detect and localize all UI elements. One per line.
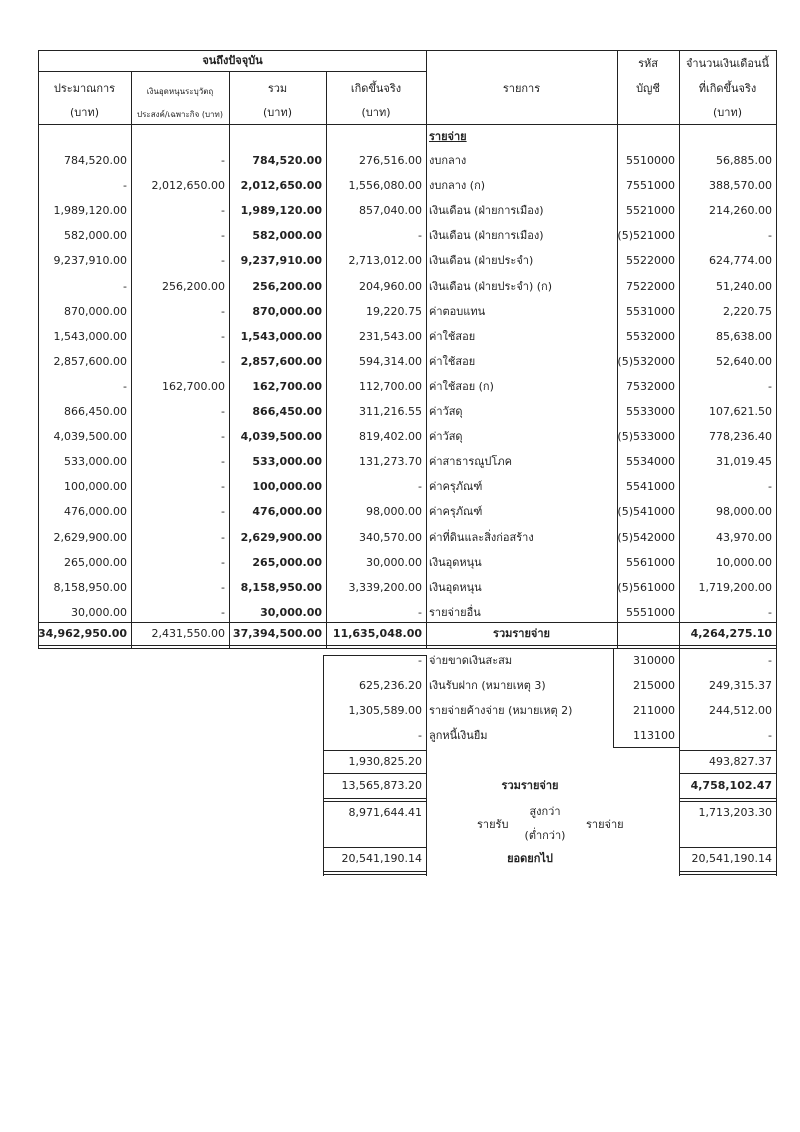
cell-actual: 112,700.00 xyxy=(359,380,422,393)
header-month-line1: จำนวนเงินเดือนนี้ xyxy=(685,57,770,70)
cell-actual: 311,216.55 xyxy=(359,405,422,418)
subtotal-bottom-border xyxy=(679,773,777,774)
cell-item: เงินรับฝาก (หมายเหตุ 3) xyxy=(429,679,546,692)
grand-total-label: รวมรายจ่าย xyxy=(501,779,559,792)
cell-item: รายจ่ายค้างจ่าย (หมายเหตุ 2) xyxy=(429,704,573,717)
carried-forward-top-border xyxy=(323,847,427,848)
cell-code: 5522000 xyxy=(626,254,675,267)
cell-item: ค่าครุภัณฑ์ xyxy=(429,505,483,518)
cell-code: 310000 xyxy=(633,654,675,667)
cell-subsidy: - xyxy=(221,581,225,594)
cell-budget: 784,520.00 xyxy=(64,154,127,167)
grand-total-bottom-border xyxy=(679,798,777,799)
cell-budget: 476,000.00 xyxy=(64,505,127,518)
cell-item: เงินเดือน (ฝ่ายประจำ) xyxy=(429,254,534,267)
cell-item: เงินอุดหนุน xyxy=(429,556,482,569)
cell-subsidy: - xyxy=(221,355,225,368)
cell-subsidy: - xyxy=(221,405,225,418)
cell-budget: 2,629,900.00 xyxy=(53,531,127,544)
difference-label-higher: สูงกว่า xyxy=(529,805,561,818)
subtotal-actual: 1,930,825.20 xyxy=(348,755,422,768)
cell-subsidy: 2,012,650.00 xyxy=(151,179,225,192)
cell-code: 5521000 xyxy=(626,204,675,217)
cell-actual: 131,273.70 xyxy=(359,455,422,468)
cell-budget: 4,039,500.00 xyxy=(53,430,127,443)
grand-total-month: 4,758,102.47 xyxy=(690,779,772,792)
total-total: 37,394,500.00 xyxy=(232,627,322,640)
cell-actual: 2,713,012.00 xyxy=(348,254,422,267)
header-item: รายการ xyxy=(502,82,541,95)
cell-budget: 9,237,910.00 xyxy=(53,254,127,267)
cell-item: ค่าตอบแทน xyxy=(429,305,486,318)
cell-actual: - xyxy=(418,729,422,742)
cell-month: - xyxy=(768,229,772,242)
cell-total: 2,629,900.00 xyxy=(240,531,322,544)
total-row-top-border xyxy=(38,622,776,623)
cell-total: 30,000.00 xyxy=(260,606,322,619)
grand-total-double-border xyxy=(679,801,777,802)
cell-subsidy: - xyxy=(221,531,225,544)
cell-month: - xyxy=(768,480,772,493)
cell-subsidy: - xyxy=(221,305,225,318)
cell-subsidy: - xyxy=(221,480,225,493)
cell-code: 215000 xyxy=(633,679,675,692)
group-header-title: จนถึงปัจจุบัน xyxy=(202,54,263,67)
cell-total: 2,857,600.00 xyxy=(240,355,322,368)
total-row-bottom-border xyxy=(38,645,776,646)
cell-total: 162,700.00 xyxy=(252,380,322,393)
cell-actual: 3,339,200.00 xyxy=(348,581,422,594)
cell-item: ค่าวัสดุ xyxy=(429,430,463,443)
cell-month: 56,885.00 xyxy=(716,154,772,167)
total-actual: 11,635,048.00 xyxy=(332,627,422,640)
cell-month: - xyxy=(768,380,772,393)
cell-month: 98,000.00 xyxy=(716,505,772,518)
cell-subsidy: - xyxy=(221,330,225,343)
cell-item: เงินอุดหนุน xyxy=(429,581,482,594)
total-row-double-border xyxy=(38,648,776,649)
cell-subsidy: - xyxy=(221,606,225,619)
group-header-underline xyxy=(38,71,427,72)
lower-actual-border xyxy=(426,655,427,876)
cell-total: 100,000.00 xyxy=(252,480,322,493)
header-month-line2: ที่เกิดขึ้นจริง xyxy=(698,82,757,95)
cell-month: 10,000.00 xyxy=(716,556,772,569)
cell-budget: 265,000.00 xyxy=(64,556,127,569)
cell-item: ค่าครุภัณฑ์ xyxy=(429,480,483,493)
carried-forward-top-border xyxy=(679,847,777,848)
cell-month: 31,019.45 xyxy=(716,455,772,468)
grand-total-double-border xyxy=(323,801,427,802)
cell-subsidy: - xyxy=(221,154,225,167)
cell-subsidy: - xyxy=(221,254,225,267)
total-month: 4,264,275.10 xyxy=(690,627,772,640)
cell-actual: 231,543.00 xyxy=(359,330,422,343)
cell-actual: 340,570.00 xyxy=(359,531,422,544)
cell-total: 8,158,950.00 xyxy=(240,581,322,594)
cell-month: - xyxy=(768,729,772,742)
cell-item: เงินเดือน (ฝ่ายประจำ) (ก) xyxy=(429,280,552,293)
cell-actual: - xyxy=(418,654,422,667)
cell-code: 211000 xyxy=(633,704,675,717)
cell-code: (5)533000 xyxy=(617,430,675,443)
cell-code: 5510000 xyxy=(626,154,675,167)
cell-code: (5)542000 xyxy=(617,531,675,544)
cell-code: (5)541000 xyxy=(617,505,675,518)
cell-subsidy: - xyxy=(221,430,225,443)
cell-code: 7532000 xyxy=(626,380,675,393)
subtotal-top-border xyxy=(679,750,777,751)
cell-total: 476,000.00 xyxy=(252,505,322,518)
cell-total: 1,543,000.00 xyxy=(240,330,322,343)
cell-month: 107,621.50 xyxy=(709,405,772,418)
carried-forward-label: ยอดยกไป xyxy=(507,852,553,865)
cell-budget: 100,000.00 xyxy=(64,480,127,493)
cell-budget: 30,000.00 xyxy=(71,606,127,619)
header-subsidy-line2: ประสงค์/เฉพาะกิจ (บาท) xyxy=(137,110,223,119)
cell-actual: 857,040.00 xyxy=(359,204,422,217)
cell-month: - xyxy=(768,654,772,667)
cell-subsidy: - xyxy=(221,455,225,468)
cell-total: 265,000.00 xyxy=(252,556,322,569)
cell-month: 388,570.00 xyxy=(709,179,772,192)
cell-item: ค่าใช้สอย (ก) xyxy=(429,380,494,393)
difference-label-lower: (ต่ำกว่า) xyxy=(524,829,566,842)
cell-code: 5533000 xyxy=(626,405,675,418)
lower-code-border xyxy=(613,747,679,748)
lower-month-border xyxy=(776,648,777,876)
cell-item: รายจ่ายอื่น xyxy=(429,606,481,619)
cell-code: (5)561000 xyxy=(617,581,675,594)
cell-budget: 1,543,000.00 xyxy=(53,330,127,343)
cell-total: 866,450.00 xyxy=(252,405,322,418)
cell-code: 5532000 xyxy=(626,330,675,343)
difference-actual: 8,971,644.41 xyxy=(348,806,422,819)
grand-total-bottom-border xyxy=(323,798,427,799)
cell-item: ค่าใช้สอย xyxy=(429,330,476,343)
carried-forward-month: 20,541,190.14 xyxy=(691,852,772,865)
cell-actual: 819,402.00 xyxy=(359,430,422,443)
total-subsidy: 2,431,550.00 xyxy=(151,627,225,640)
cell-total: 4,039,500.00 xyxy=(240,430,322,443)
cell-month: 43,970.00 xyxy=(716,531,772,544)
cell-code: 7522000 xyxy=(626,280,675,293)
cell-item: งบกลาง (ก) xyxy=(429,179,486,192)
cell-subsidy: 256,200.00 xyxy=(162,280,225,293)
cell-code: 113100 xyxy=(633,729,675,742)
lower-actual-border xyxy=(323,655,324,876)
cell-item: ค่าวัสดุ xyxy=(429,405,463,418)
cell-code: 5561000 xyxy=(626,556,675,569)
cell-item: งบกลาง xyxy=(429,154,467,167)
cell-total: 582,000.00 xyxy=(252,229,322,242)
subtotal-bottom-border xyxy=(323,773,427,774)
difference-label-expense: รายจ่าย xyxy=(586,818,624,831)
cell-code: 5531000 xyxy=(626,305,675,318)
cell-month: - xyxy=(768,606,772,619)
cell-actual: 1,305,589.00 xyxy=(348,704,422,717)
cell-item: ค่าที่ดินและสิ่งก่อสร้าง xyxy=(429,531,534,544)
cell-subsidy: - xyxy=(221,229,225,242)
cell-budget: 870,000.00 xyxy=(64,305,127,318)
cell-total: 1,989,120.00 xyxy=(240,204,322,217)
header-code-line1: รหัส xyxy=(638,57,658,70)
cell-total: 784,520.00 xyxy=(252,154,322,167)
carried-forward-double-border xyxy=(323,874,427,875)
carried-forward-double-border xyxy=(679,874,777,875)
cell-total: 9,237,910.00 xyxy=(240,254,322,267)
cell-item: เงินเดือน (ฝ่ายการเมือง) xyxy=(429,204,544,217)
cell-code: 5551000 xyxy=(626,606,675,619)
cell-item: จ่ายขาดเงินสะสม xyxy=(429,654,513,667)
subtotal-top-border xyxy=(323,750,427,751)
cell-month: 85,638.00 xyxy=(716,330,772,343)
cell-actual: 98,000.00 xyxy=(366,505,422,518)
cell-budget: 2,857,600.00 xyxy=(53,355,127,368)
cell-subsidy: 162,700.00 xyxy=(162,380,225,393)
cell-code: 7551000 xyxy=(626,179,675,192)
header-subsidy-line1: เงินอุดหนุนระบุวัตถุ xyxy=(146,87,214,96)
carried-forward-bottom-border xyxy=(679,871,777,872)
difference-month: 1,713,203.30 xyxy=(698,806,772,819)
cell-budget: 8,158,950.00 xyxy=(53,581,127,594)
cell-item: ค่าใช้สอย xyxy=(429,355,476,368)
table-top-border xyxy=(38,50,776,51)
cell-budget: 582,000.00 xyxy=(64,229,127,242)
cell-budget: 533,000.00 xyxy=(64,455,127,468)
cell-budget: 1,989,120.00 xyxy=(53,204,127,217)
table-right-border xyxy=(776,50,777,648)
header-actual-line2: (บาท) xyxy=(361,106,391,119)
header-code-line2: บัญชี xyxy=(636,82,660,95)
cell-total: 2,012,650.00 xyxy=(240,179,322,192)
total-item-label: รวมรายจ่าย xyxy=(493,627,550,640)
cell-month: 249,315.37 xyxy=(709,679,772,692)
cell-actual: 625,236.20 xyxy=(359,679,422,692)
cell-code: (5)532000 xyxy=(617,355,675,368)
cell-month: 2,220.75 xyxy=(723,305,772,318)
header-total-line1: รวม xyxy=(267,82,288,95)
cell-actual: 204,960.00 xyxy=(359,280,422,293)
cell-month: 778,236.40 xyxy=(709,430,772,443)
header-budget-line2: (บาท) xyxy=(70,106,99,119)
cell-month: 51,240.00 xyxy=(716,280,772,293)
column-divider xyxy=(426,50,427,648)
cell-actual: 30,000.00 xyxy=(366,556,422,569)
cell-budget: - xyxy=(123,280,127,293)
cell-budget: 866,450.00 xyxy=(64,405,127,418)
cell-budget: - xyxy=(123,179,127,192)
cell-subsidy: - xyxy=(221,556,225,569)
cell-month: 52,640.00 xyxy=(716,355,772,368)
cell-actual: 276,516.00 xyxy=(359,154,422,167)
subtotal-month: 493,827.37 xyxy=(709,755,772,768)
carried-forward-bottom-border xyxy=(323,871,427,872)
cell-item: เงินเดือน (ฝ่ายการเมือง) xyxy=(429,229,544,242)
cell-actual: 19,220.75 xyxy=(366,305,422,318)
header-month-line3: (บาท) xyxy=(713,106,742,119)
cell-actual: 1,556,080.00 xyxy=(348,179,422,192)
header-actual-line1: เกิดขึ้นจริง xyxy=(350,82,402,95)
cell-subsidy: - xyxy=(221,204,225,217)
header-budget-line1: ประมาณการ xyxy=(53,82,116,95)
cell-month: 1,719,200.00 xyxy=(698,581,772,594)
cell-month: 214,260.00 xyxy=(709,204,772,217)
cell-item: ลูกหนี้เงินยืม xyxy=(429,729,488,742)
cell-total: 533,000.00 xyxy=(252,455,322,468)
cell-total: 870,000.00 xyxy=(252,305,322,318)
cell-month: 624,774.00 xyxy=(709,254,772,267)
difference-label-income: รายรับ xyxy=(477,818,509,831)
cell-budget: - xyxy=(123,380,127,393)
cell-actual: - xyxy=(418,229,422,242)
cell-month: 244,512.00 xyxy=(709,704,772,717)
cell-item: ค่าสาธารณูปโภค xyxy=(429,455,512,468)
cell-total: 256,200.00 xyxy=(252,280,322,293)
section-title: รายจ่าย xyxy=(429,130,467,143)
total-budget: 34,962,950.00 xyxy=(38,627,128,640)
header-bottom-border xyxy=(38,124,776,125)
header-total-line2: (บาท) xyxy=(263,106,292,119)
cell-code: 5534000 xyxy=(626,455,675,468)
cell-subsidy: - xyxy=(221,505,225,518)
cell-actual: - xyxy=(418,606,422,619)
cell-code: (5)521000 xyxy=(617,229,675,242)
cell-actual: 594,314.00 xyxy=(359,355,422,368)
cell-code: 5541000 xyxy=(626,480,675,493)
cell-actual: - xyxy=(418,480,422,493)
grand-total-actual: 13,565,873.20 xyxy=(341,779,422,792)
carried-forward-actual: 20,541,190.14 xyxy=(341,852,422,865)
